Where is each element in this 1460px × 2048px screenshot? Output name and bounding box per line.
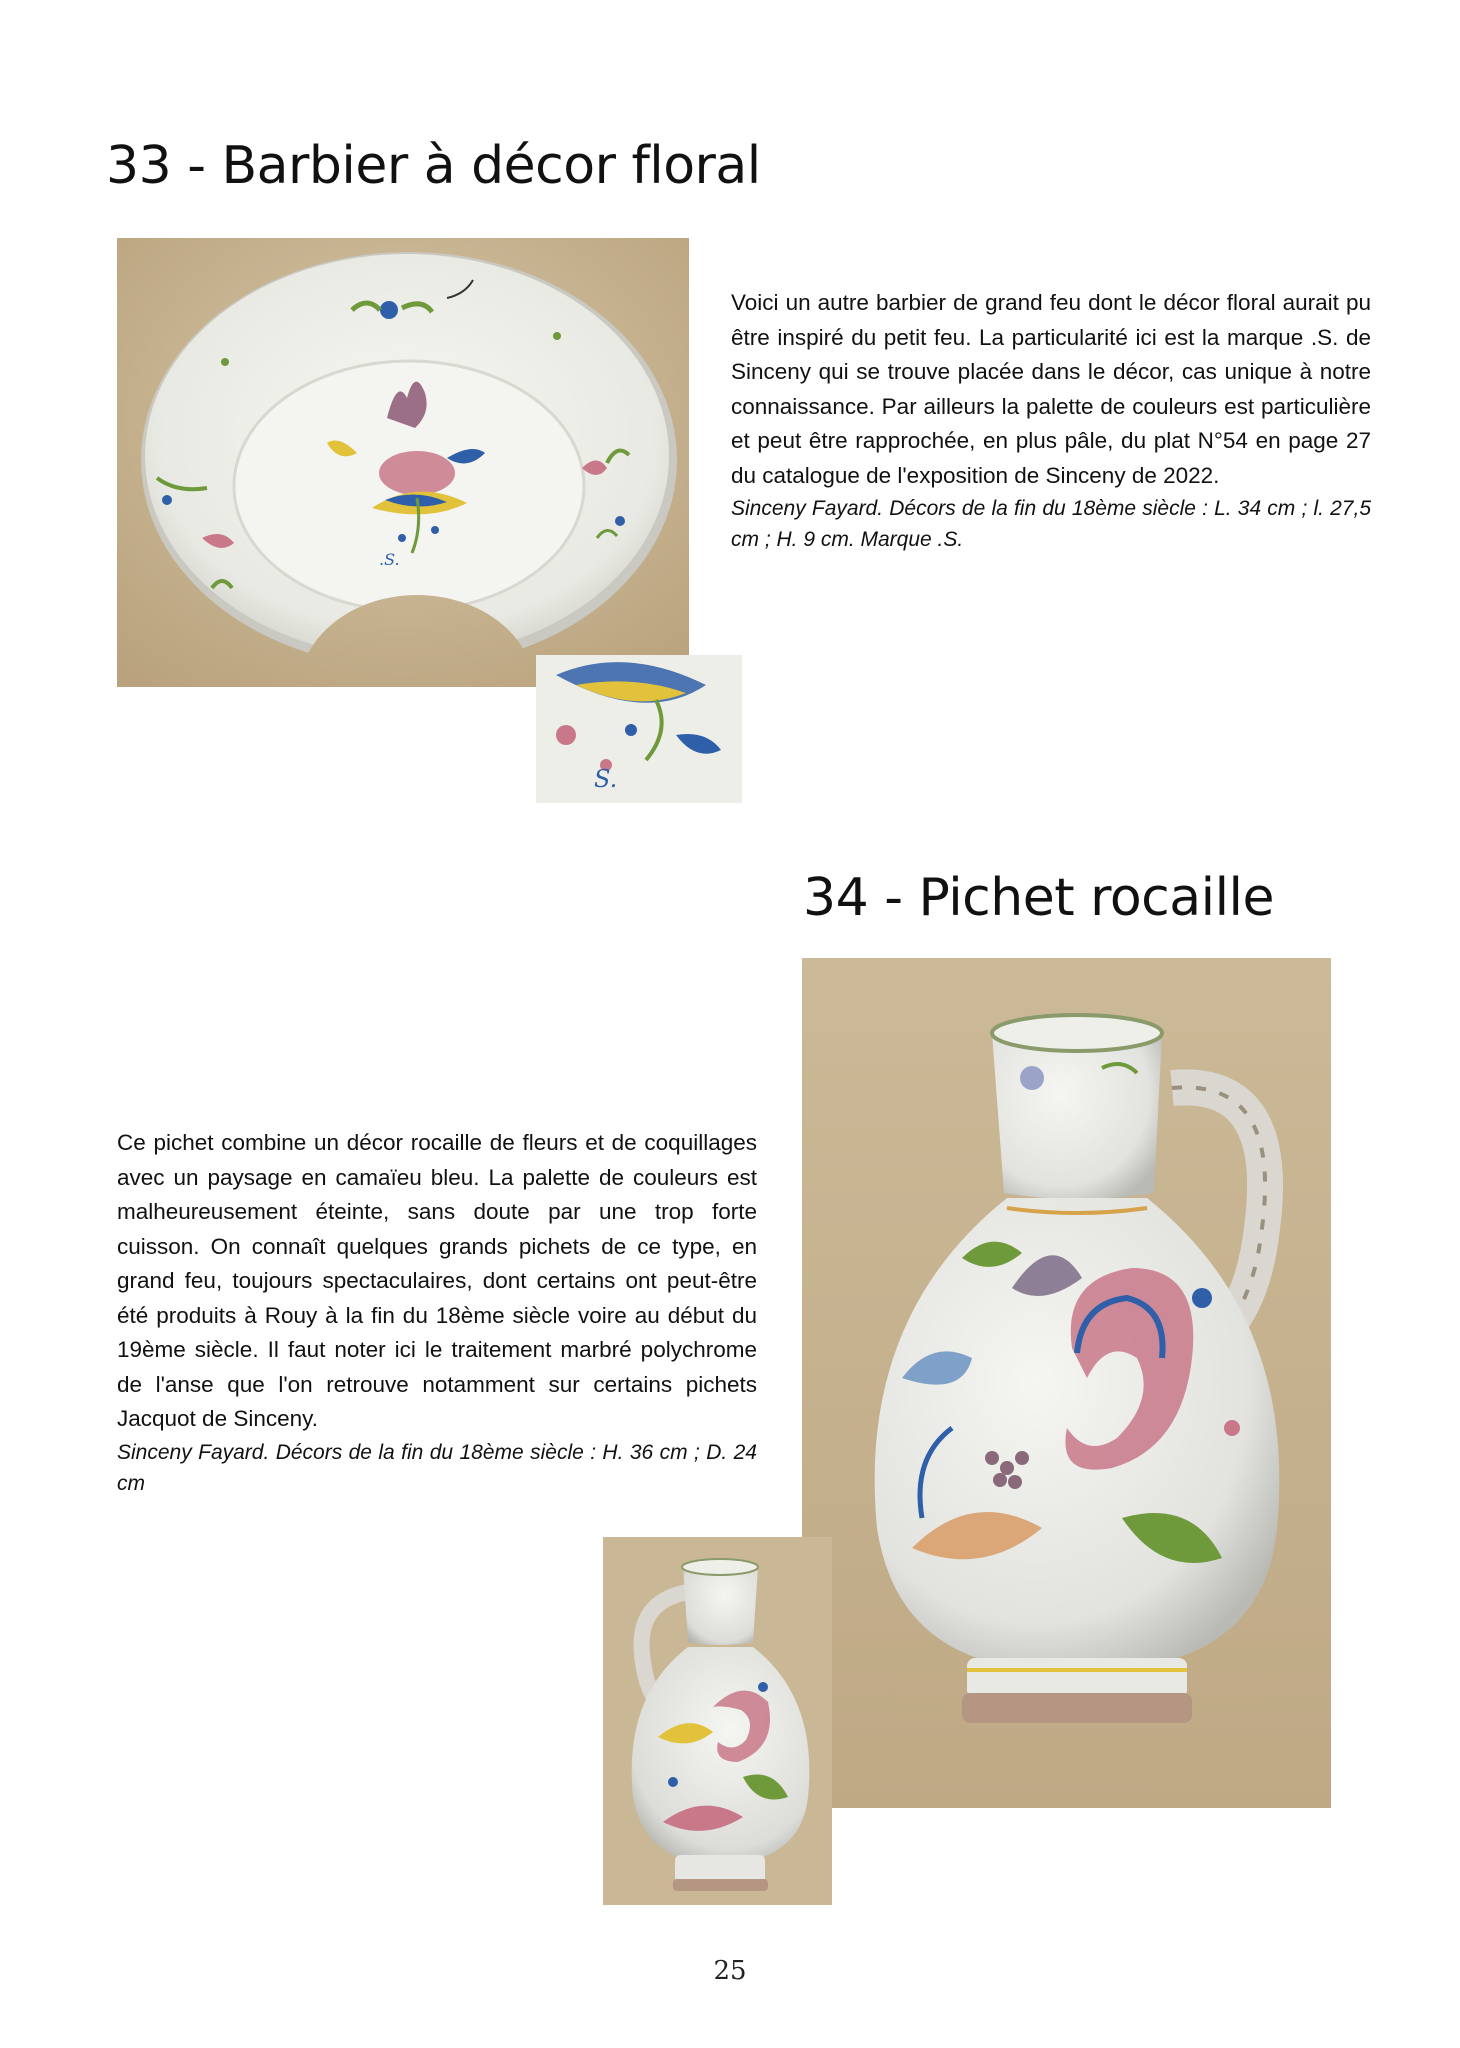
section-33-title: 33 - Barbier à décor floral	[106, 136, 761, 196]
mark-s-text: S.	[594, 765, 618, 793]
pitcher-small-photo	[603, 1537, 832, 1905]
section-34-text	[117, 1126, 757, 1499]
mark-detail-photo	[536, 655, 742, 803]
section-33-caption: Sinceny Fayard. Décors de la fin du 18ème siècle : L. 34 cm ; l. 27,5 cm ; H. 9 cm. Marque .S.	[731, 497, 1371, 551]
barber-bowl-photo	[117, 238, 689, 687]
section-34-body: Ce pichet combine un décor rocaille de fleurs et de coquillages avec un paysage en camaïeu bleu. La palette de couleurs est malheureusement éteinte, sans doute par une trop forte cuisson. On connaît quelques grands pichets de ce type, en grand feu, toujours spectaculaires, dont certains ont peut-être été produits à Rouy à la fin du 18ème siècle voire au début du 19ème siècle. Il faut noter ici le traitement marbré polychrome de l'anse que l'on retrouve notamment sur certains pichets Jacquot de Sinceny.	[117, 1130, 757, 1431]
section-33-text	[731, 286, 1371, 555]
section-34-caption: Sinceny Fayard. Décors de la fin du 18ème siècle : H. 36 cm ; D. 24 cm	[117, 1440, 757, 1495]
section-34-title: 34 - Pichet rocaille	[803, 868, 1274, 928]
pitcher-large-photo	[802, 958, 1331, 1808]
svg-text:.S.: .S.	[379, 550, 400, 569]
section-33-body: Voici un autre barbier de grand feu dont le décor floral aurait pu être inspiré du petit feu. La particularité ici est la marque .S. de Sinceny qui se trouve placée dans le décor, cas unique à notre connaissance. Par ailleurs la palette de couleurs est particulière et peut être rapprochée, en plus pâle, du plat N°54 en page 27 du catalogue de l'exposition de Sinceny de 2022.	[731, 290, 1371, 488]
page-number: 25	[713, 1956, 747, 1986]
